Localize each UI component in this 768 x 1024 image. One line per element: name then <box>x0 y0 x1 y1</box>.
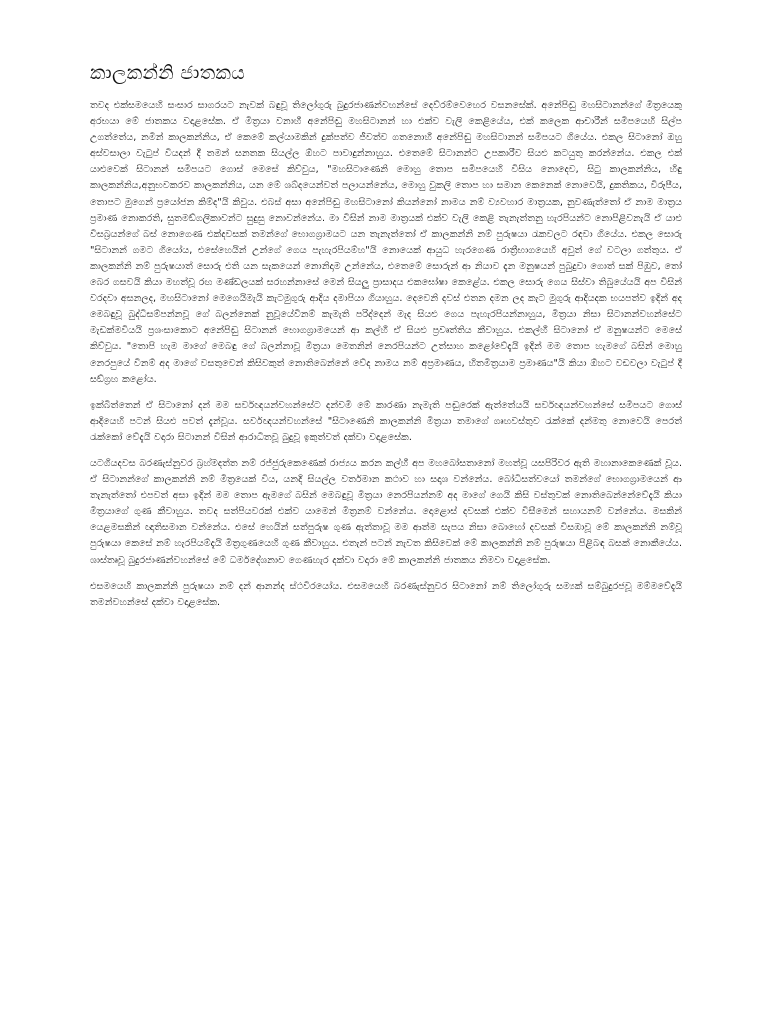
paragraph-3: යටගියදවස බරණැස්නුවර බ්‍රහ්මදත්ත නම් රජ්ජුරුකෙණෙක් රාජ්‍යය කරන කල්හී අප මහබෝසතානෝ මහත්වූ යසපිරිවර ඇති මහානාකෙණෙක් වූය. ඒ සිටානන්ගේ කාලකන්නි නම් මිත්‍රයෙක් විය, යනදි සියල්ල වර්තමාන කථාව හා සදෘශ වන්නේය. බෝධිසත්වයෝ තමන්ගේ භොගග්‍රාමයෙන් ආ තැනැත්තෝ එපවත් අසා ඉදින් මම තොප ඇමගේ බසින් මෙබඳුවූ මිත්‍රයා නෙරපියන්නම් අද මාගේ ගෙයි කිසි වස්තුවක් නොතිබෙන්නේවේදැයි කියා මිත්‍රයාගේ ගුණ කීවාහුය. තවද සත්පියවරක් එක්ව යාමෙන් මිත්‍රනම් වන්නේය. දොළොස් දවසක් එක්ව විසීමෙන් සහායනම් වන්නේය. මසකින් යෙළමසකින් ඥාතිසමාන වන්නේය. එසේ හෙයින් සත්පුරුෂ ගුණ ඇත්තාවූ මම ආත්ම සැපය නිසා බොහෝ දවසක් විසඹාවූ මේ කාලකන්නි නම්වූ පුරුෂයා කෙසේ නම් හැරපියම්දැයි මිත්‍රගුණයෙහි ගුණ කීවාහුය. එතැන් පටන් නැවත කිසිවෙක් මේ කාලකන්නි නම් පුරුෂයා පිළිබඳ බසක් නොකීයේය. ශාස්තෘවූ බුදුරජාණන්වහන්සේ මේ ධර්මදේශනාව ගෙණහැර දක්වා වදාරා මේ කාලකන්නි ජාතකය නිමවා වදාළසේක. <box>90 457 682 566</box>
document-title: කාලකන්නි ජාතකය <box>90 62 246 84</box>
paragraph-4: එසමයෙහි කාලකන්නි පුරුෂයා නම් දන් ආනන්ද ස්ථවිරයෝය. එසමයෙහි බරණැස්නුවර සිටානෝ නම් තිලෝගුරු සම්‍යක් සම්බුදුරජවූ මම්මවේදැයි තමන්වහන්සේ දක්වා වදාළසේක. <box>90 580 682 608</box>
paragraph-1: තවද එක්සමයෙහි සංසාර සාගරයට නැවක් බඳුවූ තිලෝගුරු බුදුරජාණන්වහන්සේ දෙව්රම්වෙහෙර වසනසේක්. අනේපිඬු මහසිටානන්ගේ මිත්‍රයෙකු අරභයා මේ ජාතකය වදාළසේක. ඒ මිත්‍රයා වනාහී අනේපිඬු මහසිටානන් හා එක්ව වැලි කෙළියේය, එක් කලෙක ආචාරීන් සමීපයෙහි සිල්ප උගත්තේය, නමින් කාලකන්නිය, ඒ කෙමේ කල්යාමකින් දුක්පත්ව ජීවත්ව ගතනොහී අනේපිඬු මහසිටානන් සමීපයට ගියේය. එකල සිටානෝ ඔහු අස්වසාලා වැටුප් වියදන් දී තමන් සනතක සියල්ල ඕහට පාවාදුන්නාහුය. එතෙමේ සිටානන්ට උපකාරීව සියළු කටයුතු කරන්නේය. එකල එක් යාළුවෙක් සිටානන් සමීපයට ගොස් මෙසේ කිව්වුය, "මහසිටාණෙනි මොහු තොප සමීපයෙහි විසිය නොදෙව, සිටු කාලකන්නිය, හිඳු කාලකන්නිය,අනුභවකරව කාලකන්නිය, යන මේ ශබ්දයෙන්වත් පලායන්නේය, මොහු වුකලි තොප හා සමාන කෙනෙක් නොවෙයි, දුකතිකය, විරූපීය, තොපට මුගෙන් ප්‍රයෝජන කිම්ද"යි කිවුය. එබස් අසා අනේපිඬු මහසිටානෝ කියන්නෝ නාමය නම් ව්‍යවහාර මාත්‍රයක, නුවණැත්තෝ ඒ නාම මාත්‍රය ප්‍රමාණ නොකරති, සුතමඞ්ගලිකාවන්ට සුදුසු නොවන්නේය. මා විසින් නාම මාත්‍රයක් එක්ව වැලි කෙළි තැනැත්තනු හැරපියන්ට නොපිළිවනැයි ඒ යාළු විසබ්‍රයන්ගේ බස් නොගෙණ එක්දවසක් තමන්ගේ භොගග්‍රාමයට යන තැනැත්තෝ ඒ කාලකන්නි නම් පුරුෂයා රැකවලට රඳවා ගියේය. එකල සොරු "සිටානන් ගමට ගියෝය, එසේහෙයින් උන්ගේ ගෙය පැහැරපියම්හ"යි නොයෙක් ආයුධ හැරගෙණ රාත්‍රීභාගයෙහි අවුත් ගේ වටලා ගත්තුය. ඒ කාලකන්නි නම් පුරුෂයාත් සොරු එති යන සැකයෙන් නොනිදාම උන්නේය, එතෙමේ සොරුන් ආ නියාව දැන මනුෂයන් පුබුදුවා ගොත් සක් පිඹුව, තෝ බෙර ගසවයි කියා මහත්වූ රඟ මණ්ඩලයක් සරහන්නාසේ මෙන් සියලු ප්‍රාසාදය එකඝෝෂා කෙළේය. එකල සොරු ගෙය සිස්වා තිබුයේයයි අප විසින් වරදවා අසනලද, මහසිටානෝ මෙගෙයිමැයි කැටමුගුරු ආදිය දමාපියා ගියාහුය. දෙවෙනි දවස් එතන දමන ලද කැට මුගුරු ආදියදක භයපත්ව ඉදින් අද මෙබඳුවූ බුද්ධිසම්පන්නවූ ගේ බලන්නෙක් නුවූයේවීනම් කැමැති පරිද්දෙන් මැද සියළු ගෙය පැහැරපියන්නාහුය, මිත්‍රයා නිසා සිටානන්වහන්සේට මැඩක්මවියයි ප්‍රශංසාකොට අනේපිඬු සිටානන් භොගග්‍රාමයෙන් ආ කල්හී ඒ සියළු ප්‍රවෘත්තිය කීවාහුය. එකල්හී සිටානෝ ඒ මනුෂයන්ට මෙසේ කිව්වුය. "තොපි හැම මාගේ මෙබඳු ගේ බලන්නාවූ මිත්‍රයා මෙතනින් නෙරපියන්ට උත්සාහ කළෝවේදැයි ඉදින් මම තොප හැමගේ බසින් මොහු නෙරපුයේ විනම් අද මාගේ වසතුවෙන් කිසිවකුත් නොතිබෙන්නේ වේද නාමය නම් අප්‍රමාණය, හිතමිත්‍රයාම ප්‍රමාණය"යි කියා ඕහට වඩවලා වැටුප් දී සඞ්ග්‍රහ කළෝය. <box>90 100 682 385</box>
document-page <box>90 62 682 621</box>
paragraph-2: ඉක්බිත්තෙන් ඒ සිටානෝ දන් මම සර්වඥයන්වහන්සේට දන්වමි මේ කාරණා නැමැති පඬුරෙක් ඇත්තේයයි සර්වඥයන්වහන්සේ සමීපයට ගොස් ආදියෙහි පටන් සියළු පවත් දැන්වූය. සර්වඥයන්වහන්සේ "සිටාණෙනි කාලකන්නි මිත්‍රයා තමාගේ ගෘහවස්තුව රැක්කේ දන්මතු නොවෙයි පෙරත් රැක්කෝ වේදැයි වදාරා සිටානන් විසින් ආරාධිතවූ බුදුවූ ඉකුත්වත් දක්වා වදාළසේක. <box>90 399 682 443</box>
